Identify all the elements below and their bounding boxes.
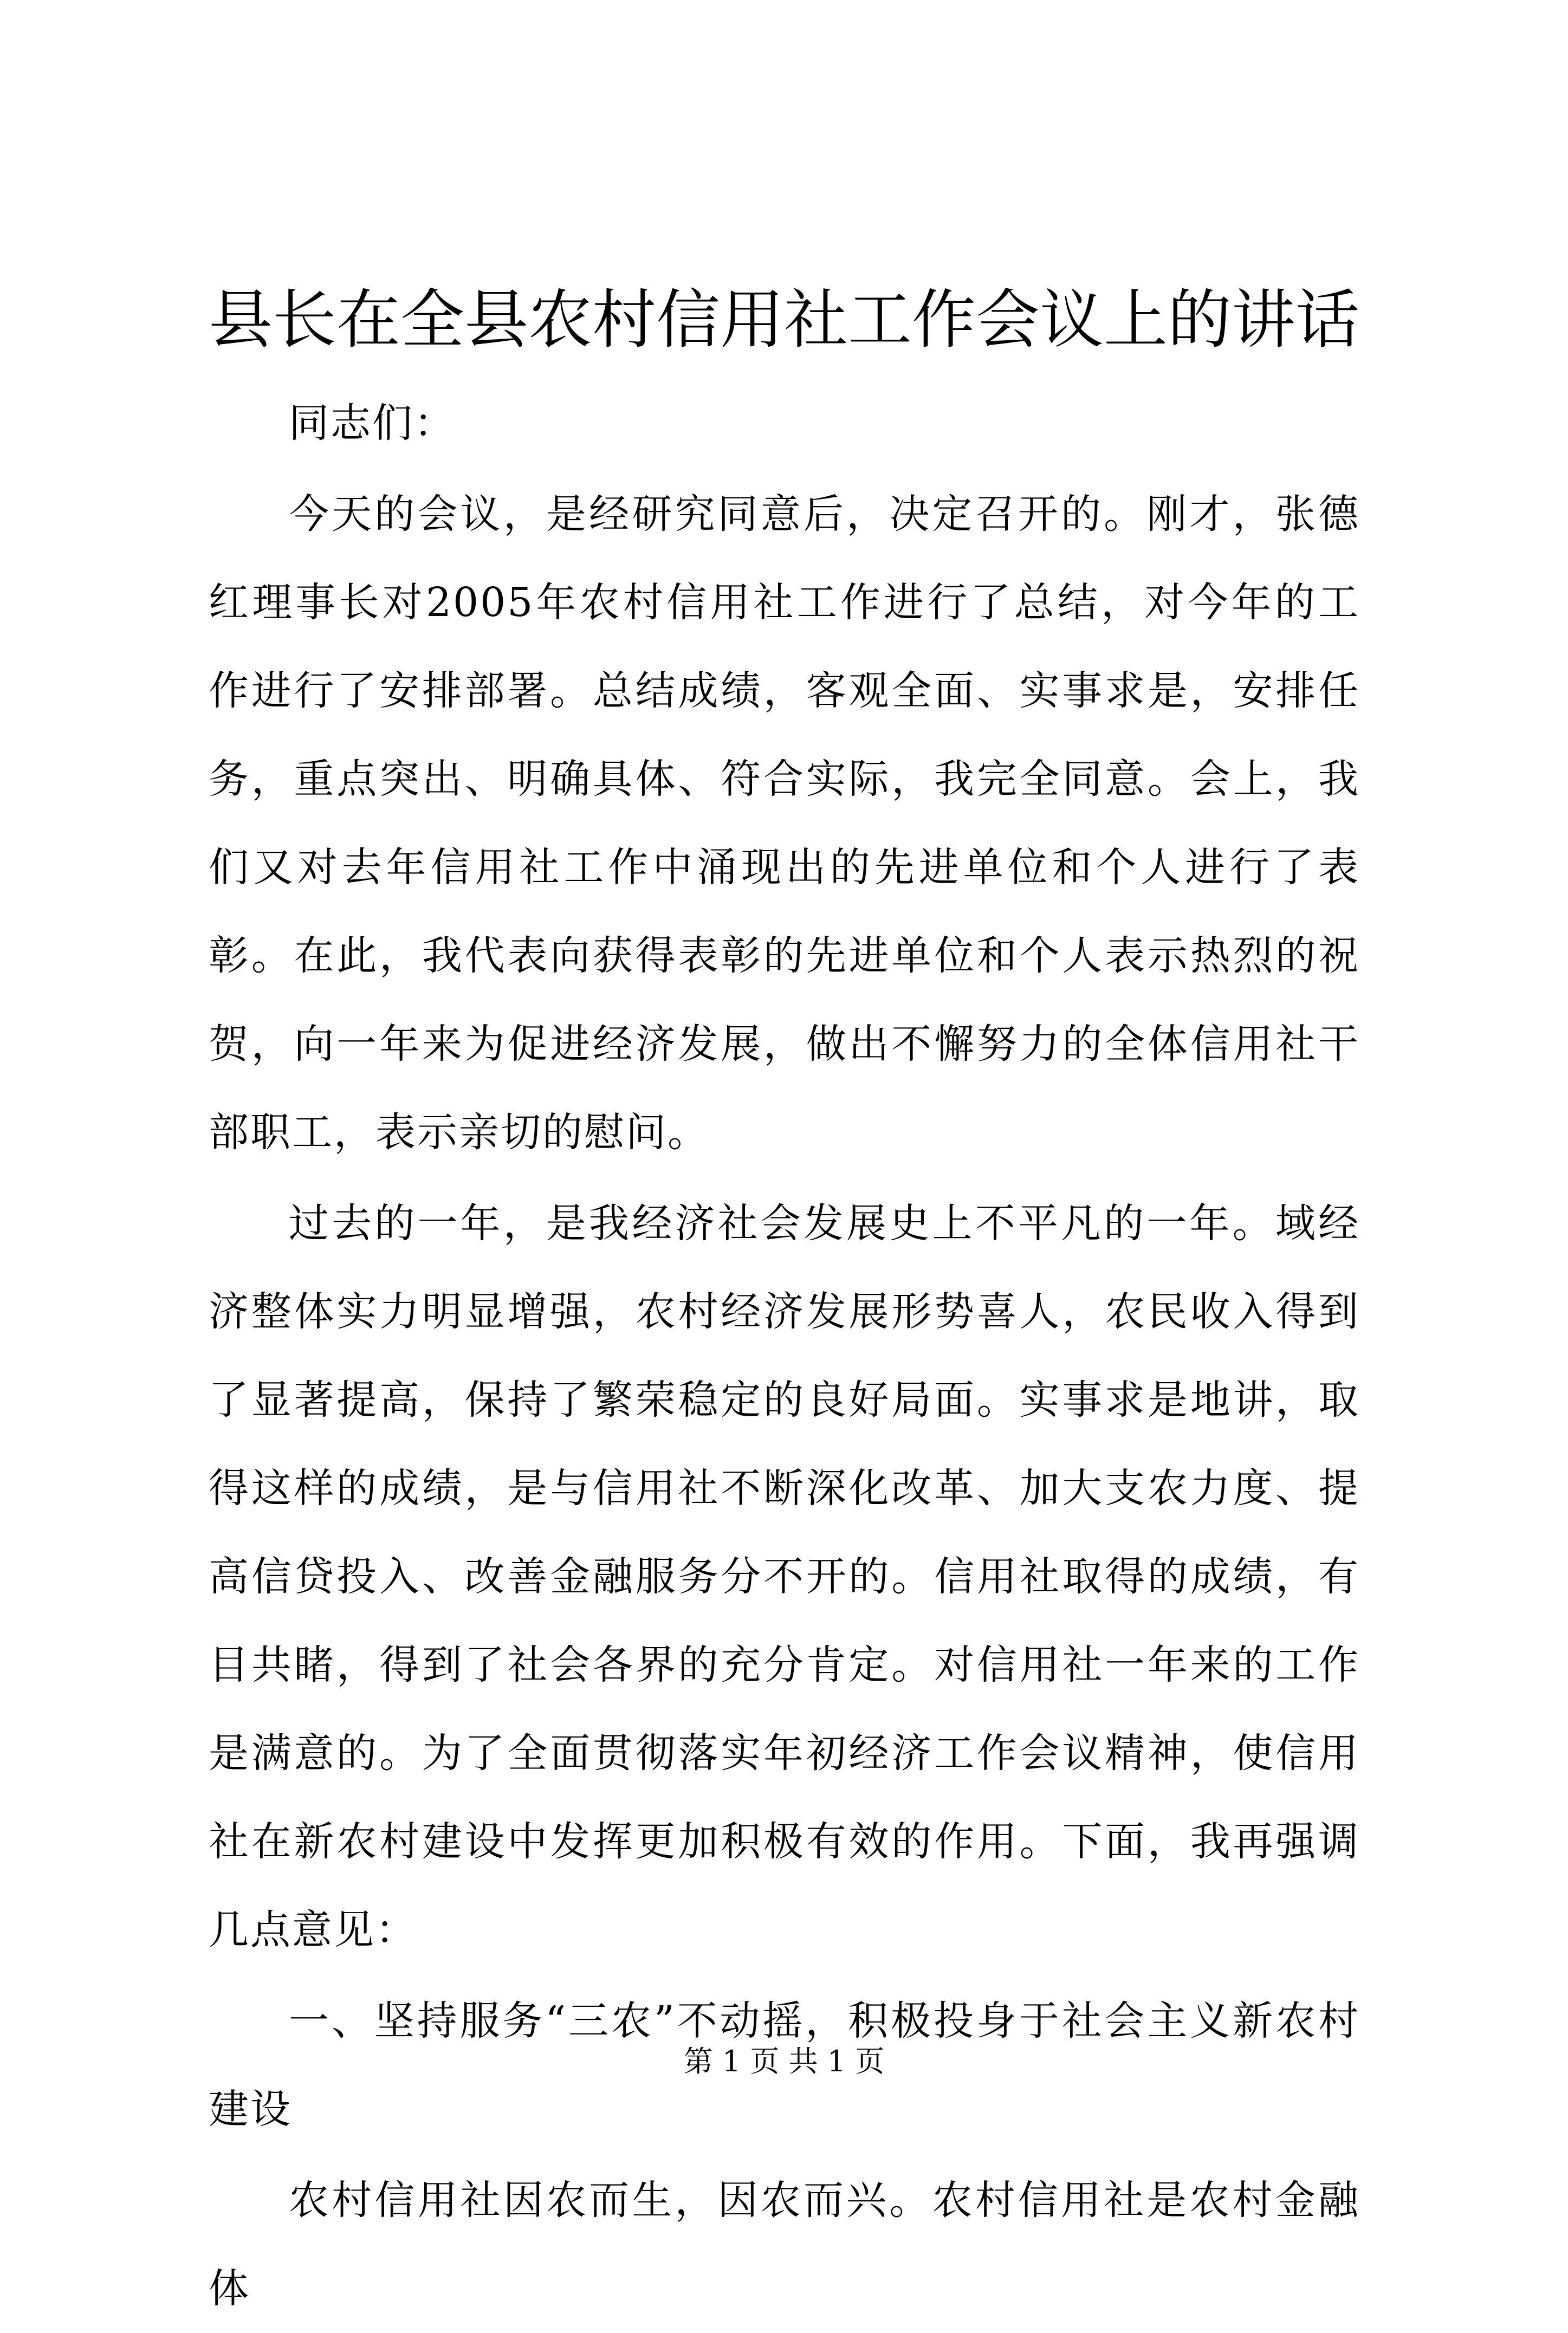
body-paragraph-2: 过去的一年，是我经济社会发展史上不平凡的一年。域经济整体实力明显增强，农村经济发展形势喜人，农民收入得到了显著提高，保持了繁荣稳定的良好局面。实事求是地讲，取得这样的成绩，是与信用社不断深化改革、加大支农力度、提高信贷投入、改善金融服务分不开的。信用社取得的成绩，有目共睹，得到了社会各界的充分肯定。对信用社一年来的工作是满意的。为了全面贯彻落实年初经济工作会议精神，使信用社在新农村建设中发挥更加积极有效的作用。下面，我再强调几点意见： <box>209 1200 1360 1953</box>
document-title: 县长在全县农村信用社工作会议上的讲话 <box>208 282 1359 357</box>
body-paragraph-1: 今天的会议，是经研究同意后，决定召开的。刚才，张德红理事长对2005年农村信用社工作进行了总结，对今年的工作进行了安排部署。总结成绩，客观全面、实事求是，安排任务，重点突出、明确具体、符合实际，我完全同意。会上，我们又对去年信用社工作中涌现出的先进单位和个人进行了表彰。在此，我代表向获得表彰的先进单位和个人表示热烈的祝贺，向一年来为促进经济发展，做出不懈努力的全体信用社干部职工，表示亲切的慰问。 <box>209 491 1360 1156</box>
document-body <box>209 379 1360 2333</box>
page-footer: 第 1 页 共 1 页 <box>683 2044 885 2078</box>
body-paragraph-3: 农村信用社因农而生，因农而兴。农村信用社是农村金融体 <box>209 2177 1360 2312</box>
section-heading-1: 一、坚持服务“三农”不动摇，积极投身于社会主义新农村建设 <box>209 1998 1360 2133</box>
salutation-paragraph: 同志们： <box>289 400 456 446</box>
